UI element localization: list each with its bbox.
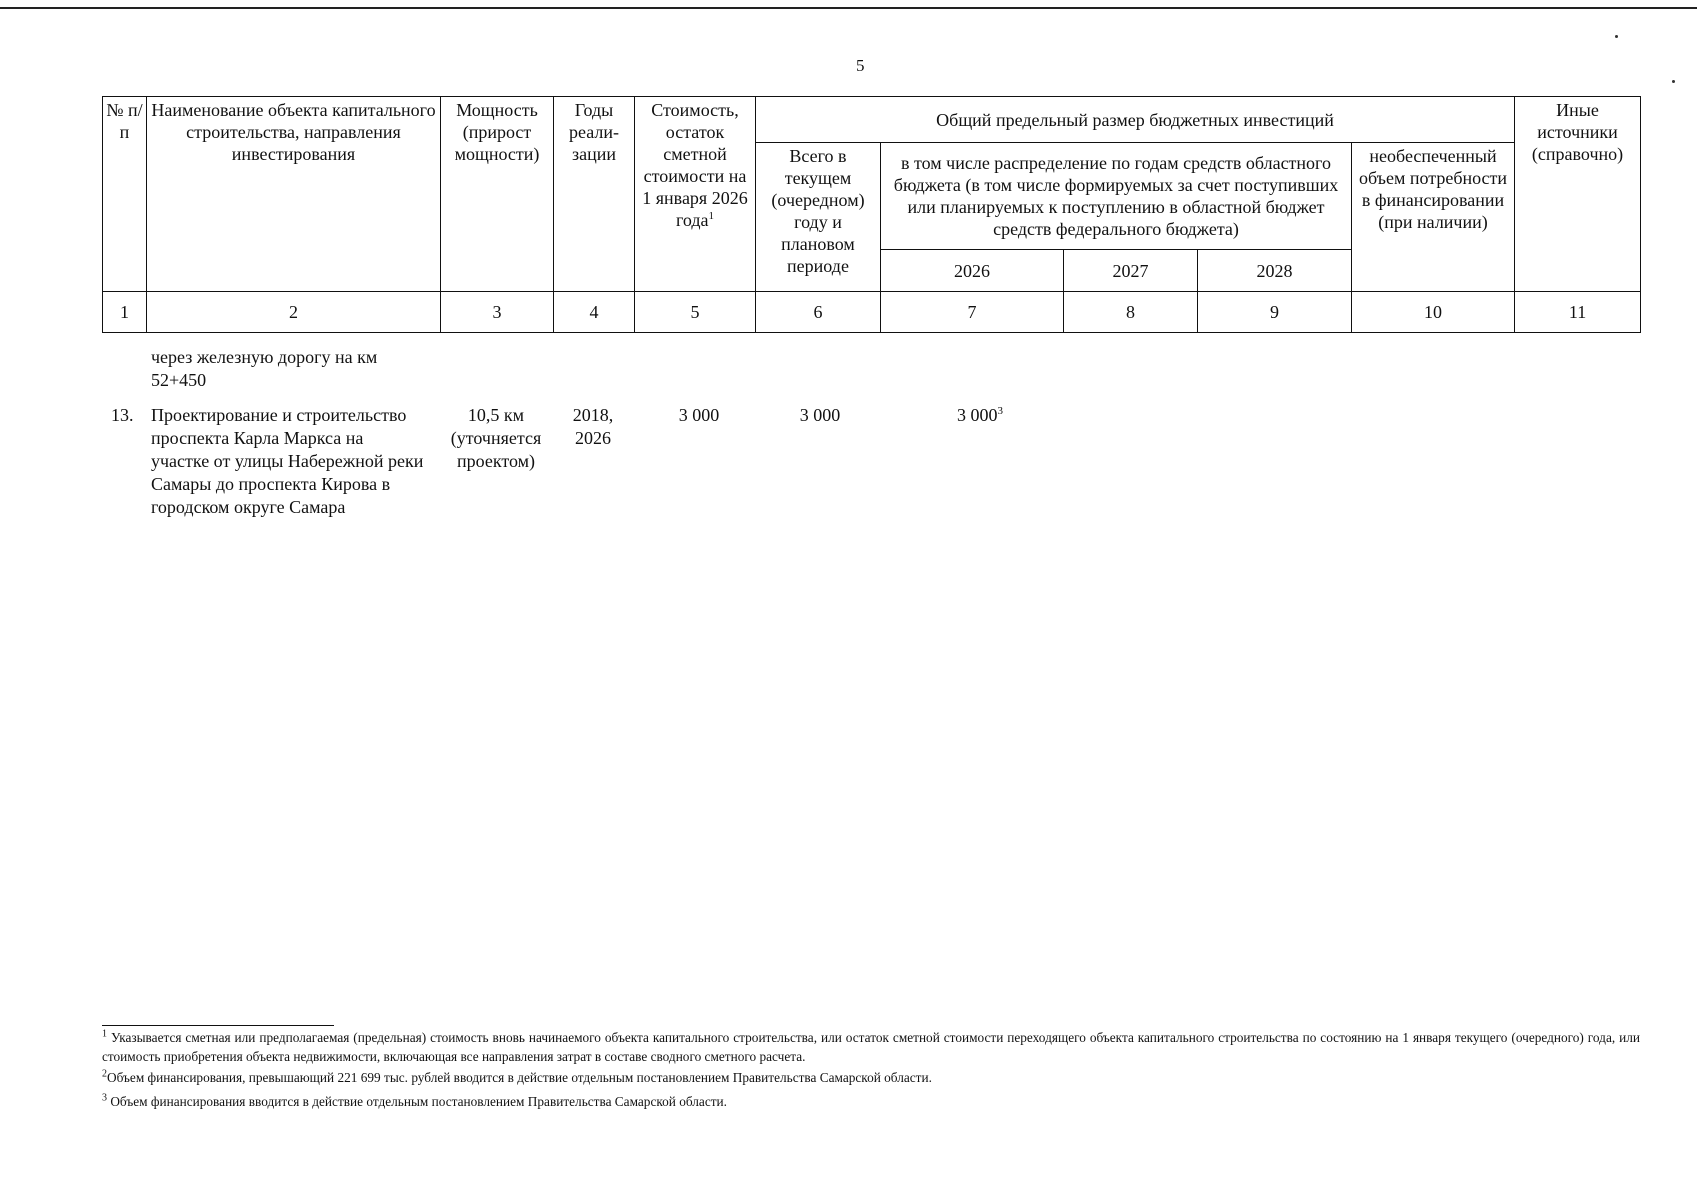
page-number: 5 — [856, 56, 865, 75]
continuation-text: через железную дорогу на км 52+450 — [151, 347, 378, 390]
footnote-mark: 1 — [102, 1028, 107, 1040]
footnote-text: Указывается сметная или предполагаемая (предельная) стоимость вновь начинаемого объекта капитального строительства, или остаток сметной стоимости переходящего объекта капитального строительства по состоянию на 1 января текущего (очередного) года, или стоимость приобретения объекта недвижимости, включающая все направления затрат в составе сводного сметного расчета. — [102, 1030, 1640, 1064]
footnote-text: Объем финансирования, превышающий 221 699 тыс. рублей вводится в действие отдельным постановлением Правительства Самарской области. — [107, 1070, 932, 1085]
row-13-year-2026 — [900, 404, 1060, 427]
row-13-cost: 3 000 — [678, 405, 720, 425]
row-13-total: 3 000 — [799, 405, 841, 425]
footnote-ref: 1 — [708, 210, 715, 222]
investment-table-header — [102, 96, 1641, 333]
column-number-cell: 1 — [103, 292, 147, 333]
top-border-line — [0, 7, 1697, 9]
footnote-separator — [102, 1025, 334, 1026]
footnote-mark: 3 — [102, 1092, 107, 1104]
header-total: Всего в текущем (очередном) году и плановом периоде — [756, 143, 881, 292]
column-number-cell: 11 — [1515, 292, 1641, 333]
header-number: № п/п — [103, 97, 147, 292]
column-number-cell: 9 — [1198, 292, 1352, 333]
scan-speck — [1615, 35, 1618, 38]
column-number-cell: 10 — [1352, 292, 1515, 333]
header-year-2026: 2026 — [881, 250, 1064, 292]
header-years: Годы реали-зации — [554, 97, 635, 292]
footnote-1 — [102, 1028, 1640, 1066]
footnote-2 — [102, 1068, 1640, 1087]
header-investments-group: Общий предельный размер бюджетных инвестиций — [756, 97, 1515, 143]
column-number-cell: 5 — [635, 292, 756, 333]
column-number-cell: 3 — [441, 292, 554, 333]
header-other-sources: Иные источники (справочно) — [1515, 97, 1641, 292]
column-number-cell: 8 — [1064, 292, 1198, 333]
header-capacity: Мощность (прирост мощности) — [441, 97, 554, 292]
column-number-cell: 4 — [554, 292, 635, 333]
header-cost-text: Стоимость, остаток сметной стоимости на 1 января 2026 года — [642, 100, 748, 230]
footnote-3 — [102, 1092, 1640, 1111]
scan-speck — [1672, 80, 1675, 83]
row-13-years: 2018, 2026 — [572, 405, 614, 448]
header-year-2028: 2028 — [1198, 250, 1352, 292]
column-number-cell: 2 — [147, 292, 441, 333]
header-cost — [635, 97, 756, 292]
row-13-capacity: 10,5 км (уточняется проектом) — [450, 405, 542, 471]
column-number-cell: 6 — [756, 292, 881, 333]
header-year-2027: 2027 — [1064, 250, 1198, 292]
row-13-object-name: Проектирование и строительство проспекта Карла Маркса на участке от улицы Набережной реки Самары до проспекта Кирова в городском округе Самара — [151, 405, 424, 517]
header-unfunded: необеспеченный объем потребности в финансировании (при наличии) — [1352, 143, 1515, 292]
footnote-mark: 2 — [102, 1068, 107, 1080]
footnote-ref: 3 — [997, 405, 1003, 417]
row-13-year-2026-value: 3 000 — [957, 405, 998, 425]
row-13-number: 13. — [111, 405, 134, 425]
column-number-cell: 7 — [881, 292, 1064, 333]
footnote-text: Объем финансирования вводится в действие отдельным постановлением Правительства Самарской области. — [110, 1094, 727, 1109]
header-by-years-group: в том числе распределение по годам средств областного бюджета (в том числе формируемых за счет поступивших или планируемых к поступлению в областной бюджет средств федерального бюджета) — [881, 143, 1352, 250]
header-object-name: Наименование объекта капитального строительства, направления инвестирования — [147, 97, 441, 292]
